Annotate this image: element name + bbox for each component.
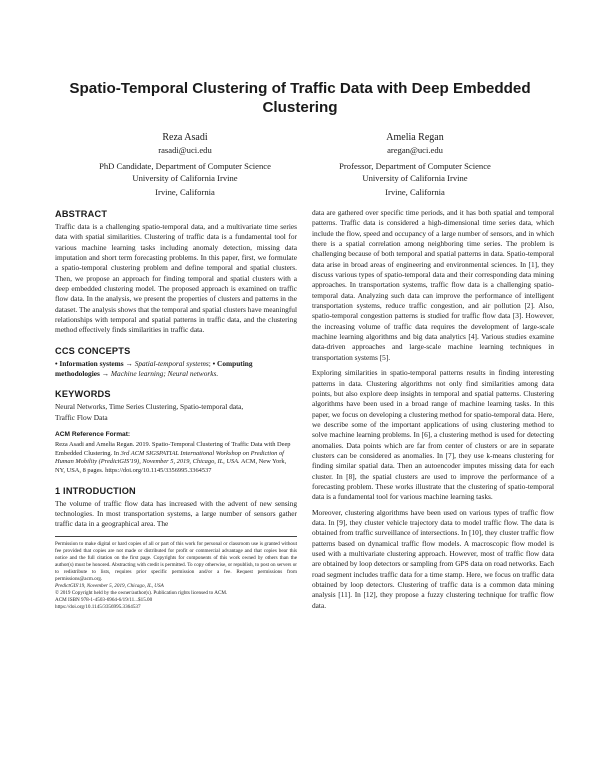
author-position: PhD Candidate, Department of Computer Science: [99, 161, 271, 172]
body-paragraph-3: Moreover, clustering algorithms have been used on various types of traffic flow data. In [9], they cluster vehicle trajectory data to model traffic flow. The data is obtained from traffic surveillance of intersections. In [10], they cluster traffic flow patterns based on dynamical traffic flow models. A macroscopic flow model is used with a multivariate clustering approach. However, most of traffic flow data are obtained by loop detectors or sampling from GPS data on road networks. Each road segment includes traffic data for a time stamp. Here, we focus on traffic data obtained by loop detectors. Clustering of traffic data is a common data mining analysis [11]. In [12], they propose a fuzzy clustering technique for traffic flow data.: [312, 507, 554, 610]
author-name: Reza Asadi: [162, 132, 208, 143]
ccs-text: [55, 359, 297, 380]
copyright-line: © 2019 Copyright held by the owner/author(s). Publication rights licensed to ACM.: [55, 590, 228, 597]
author-position: Professor, Department of Computer Science: [339, 161, 491, 172]
isbn-line: ACM ISBN 978-1-4503-6964-6/19/11...$15.00: [55, 597, 153, 604]
author-email[interactable]: aregan@uci.edu: [387, 145, 443, 155]
author-block-1: [70, 131, 300, 199]
keywords-heading: KEYWORDS: [55, 389, 111, 400]
left-column: [55, 208, 297, 612]
ccs-term-2: Machine learning; Neural networks.: [110, 369, 219, 379]
abstract-heading: ABSTRACT: [55, 209, 108, 219]
acm-ref-heading: ACM Reference Format:: [55, 431, 131, 439]
footnote-divider: [55, 536, 297, 537]
right-column: [312, 208, 554, 611]
doi-link[interactable]: https://doi.org/10.1145/3356995.3364537: [55, 604, 141, 611]
keywords-text: Neural Networks, Time Series Clustering, Spatio-temporal data, Traffic Flow Data: [55, 402, 244, 422]
paper-title: Spatio-Temporal Clustering of Traffic Data with Deep Embedded Clustering: [69, 80, 531, 116]
ccs-term-1: Spatial-temporal systems: [134, 358, 209, 368]
ccs-heading: CCS CONCEPTS: [55, 345, 131, 356]
body-paragraph-1: data are gathered over specific time periods, and it has both spatial and temporal patterns. Traffic data is considered a high-dimensional time series data, which include the flow, speed and occupancy of a large number of sensors, and in which there is a spatial correlation among neighboring time series. The problem is challenging because of both temporal and spatial patterns in data. Spatio-temporal data arise in broad areas of engineering and environmental sciences. In [1], they discuss various types of spatio-temporal data and their corresponding data mining approaches. In transportation systems, traffic flow data is a challenging spatio-temporal data. Analyzing such data can improve the performance of intelligent transportation systems, reduce traffic congestion, and air pollution [2]. Also, spatio-temporal congestion patterns is studied for traffic flow data [3]. However, the increasing volume of traffic data requires the development of large-scale machine learning algorithms and big data analytics [4]. Various studies examine data-driven approaches and large-scale machine learning techniques in transportation systems [5].: [312, 208, 554, 362]
author-block-2: [300, 131, 530, 199]
acm-ref-venue: 3rd ACM SIGSPATIAL International Workshop on Prediction of Human Mobility (PredictGIS'19), November 5, 2019, Chicago, IL, USA.: [55, 449, 284, 466]
author-email[interactable]: rasadi@uci.edu: [158, 145, 212, 155]
ccs-arrow-1: →: [123, 358, 135, 368]
acm-ref-text: [55, 441, 297, 475]
intro-heading: 1 INTRODUCTION: [55, 485, 136, 496]
permission-notice: Permission to make digital or hard copies of all or part of this work for personal or classroom use is granted without fee provided that copies are not made or distributed for profit or commercial advantage and that copies bear this notice and the full citation on the first page. Copyrights for components of this work owned by others than the author(s) must be honored. Abstracting with credit is permitted. To copy otherwise, or republish, to post on servers or to redistribute to lists, requires prior specific permission and/or a fee. Request permissions from permissions@acm.org.: [55, 540, 297, 583]
acm-ref-part-b[interactable]: ACM, New York, NY, USA, 8 pages. https://doi.org/10.1145/3356995.3364537: [55, 458, 287, 474]
author-location: Irvine, California: [385, 187, 445, 198]
ccs-item-2: • Computing methodologies: [55, 358, 253, 379]
author-name: Amelia Regan: [386, 132, 444, 143]
author-location: Irvine, California: [155, 187, 215, 198]
acm-ref-part-a: Reza Asadi and Amelia Regan. 2019. Spatio-Temporal Clustering of Traffic Data with Deep Embedded Clustering. In: [55, 441, 291, 457]
ccs-sep: ;: [208, 358, 213, 368]
ccs-item-1: • Information systems: [55, 358, 124, 368]
intro-paragraph: The volume of traffic flow data has increased with the advent of new sensing technologies. In most transportation systems, a large number of sensors gather traffic data in a geographical area. The: [55, 498, 297, 529]
abstract-text: Traffic data is a challenging spatio-temporal data, and a multivariate time series data with spatial similarities. Clustering of traffic data is a fundamental tool for various machine learning tasks including anomaly detection, missing data imputation and short term forecasting problems. In this paper, first, we formulate a spatio-temporal clustering problem and define temporal and spatial clusters. Then, we propose an approach for finding temporal and spatial clusters with a deep embedded clustering model. The proposed approach is examined on traffic flow data. In the analysis, we present the properties of clusters and patterns in the dataset. The analysis shows that the temporal and spatial clusters have meaningful relationships with temporal and spatial patterns in traffic data, and the clustering method effectively finds similarities in traffic data.: [55, 222, 297, 335]
author-affiliation: University of California Irvine: [132, 172, 238, 183]
body-paragraph-2: Exploring similarities in spatio-temporal patterns results in finding interesting patterns in data. Clustering algorithms not only find similarities among data points, but also explore deep insights in temporal and spatial patterns. Clustering algorithms have been used in a broad range of machine learning tasks. In this paper, we focus on developing a clustering method for spatio-temporal data. Here, we describe some of the important applications of using clustering method to solve machine learning problems. In [6], a clustering method is used for detecting anomalies. Data points which are far from center of clusters or are in separate clusters can be considered as anomalies. In [7], they use k-means clustering for finding similar spatial data. Then an autoencoder imputes missing data for each cluster. In [8], the spatial clusters are used to improve the performance of a forecasting problem. These works illustrate that the clustering of spatio-temporal data is a fundamental tool for various machine learning tasks.: [312, 368, 554, 502]
venue-line: PredictGIS'19, November 5, 2019, Chicago, IL, USA: [55, 583, 164, 590]
author-affiliation: University of California Irvine: [362, 172, 468, 183]
ccs-arrow-2: →: [99, 369, 111, 379]
